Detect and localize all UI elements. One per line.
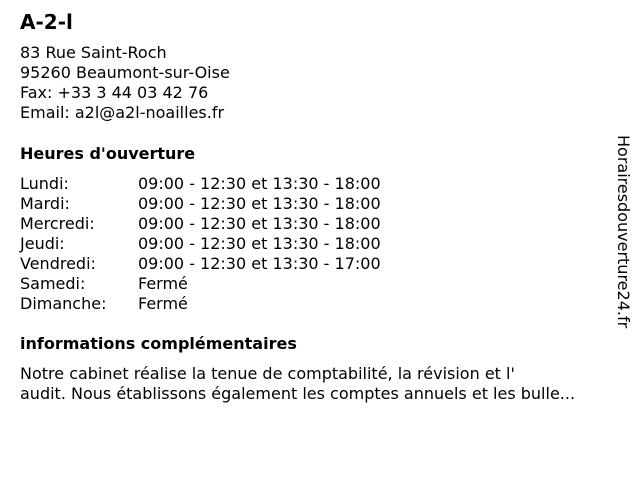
time-value: Fermé	[138, 274, 188, 293]
hours-row-saturday	[20, 274, 381, 294]
hours-row-thursday	[20, 234, 381, 254]
time-value: 09:00 - 12:30 et 13:30 - 18:00	[138, 194, 381, 213]
hours-row-sunday	[20, 294, 381, 314]
hours-row-tuesday	[20, 194, 381, 214]
day-label: Vendredi:	[20, 254, 96, 273]
hours-row-wednesday	[20, 214, 381, 234]
hours-row-monday	[20, 174, 381, 194]
time-value: 09:00 - 12:30 et 13:30 - 18:00	[138, 174, 381, 193]
hours-row-friday	[20, 254, 381, 274]
address-street: 83 Rue Saint-Roch	[20, 43, 167, 62]
site-watermark: Horairesdouverture24.fr	[614, 135, 633, 329]
day-label: Samedi:	[20, 274, 86, 293]
opening-hours-table	[20, 174, 381, 314]
business-name: A-2-l	[20, 10, 73, 34]
day-label: Lundi:	[20, 174, 69, 193]
day-label: Jeudi:	[20, 234, 65, 253]
hours-heading: Heures d'ouverture	[20, 144, 196, 163]
address-city: 95260 Beaumont-sur-Oise	[20, 63, 230, 82]
description-line: Notre cabinet réalise la tenue de comptabilité, la révision et l'	[20, 364, 515, 383]
time-value: 09:00 - 12:30 et 13:30 - 17:00	[138, 254, 381, 273]
email-address: Email: a2l@a2l-noailles.fr	[20, 103, 225, 122]
day-label: Dimanche:	[20, 294, 107, 313]
description-line: audit. Nous établissons également les comptes annuels et les bulle...	[20, 384, 576, 403]
day-label: Mardi:	[20, 194, 70, 213]
time-value: 09:00 - 12:30 et 13:30 - 18:00	[138, 234, 381, 253]
time-value: Fermé	[138, 294, 188, 313]
fax-number: Fax: +33 3 44 03 42 76	[20, 83, 209, 102]
address-block	[20, 43, 230, 123]
info-heading: informations complémentaires	[20, 334, 297, 353]
day-label: Mercredi:	[20, 214, 95, 233]
business-description	[20, 364, 625, 404]
time-value: 09:00 - 12:30 et 13:30 - 18:00	[138, 214, 381, 233]
